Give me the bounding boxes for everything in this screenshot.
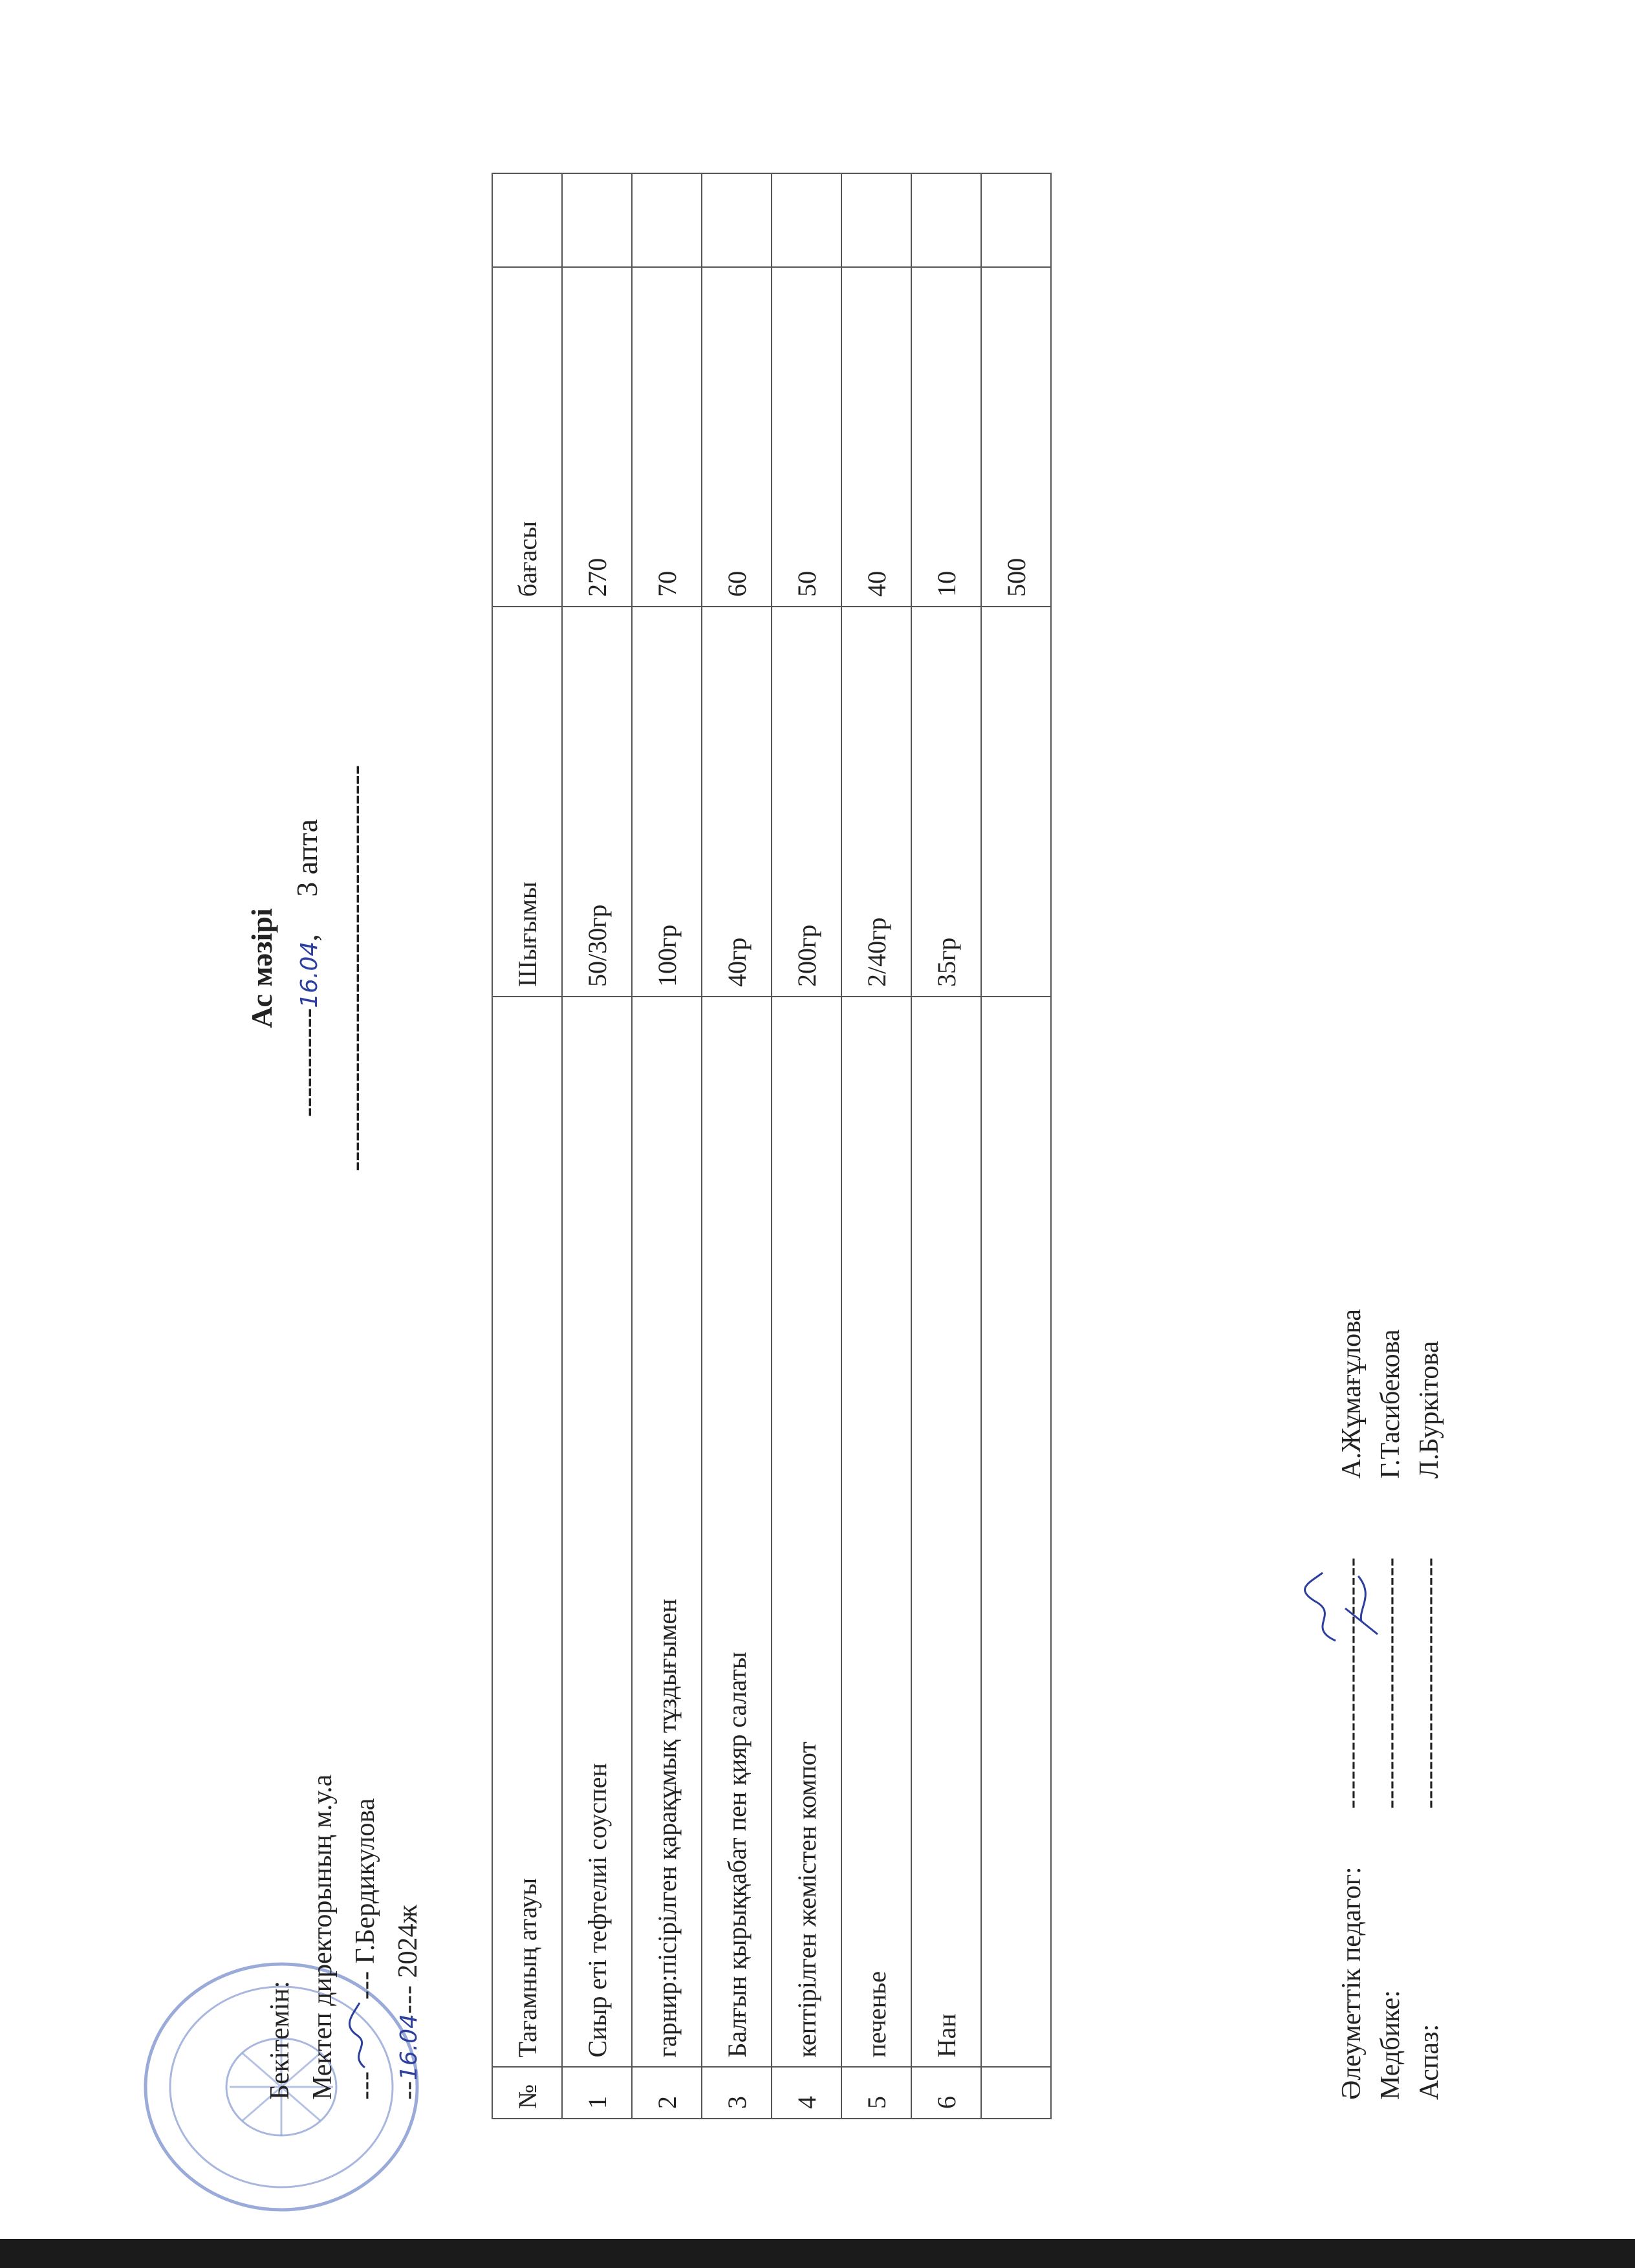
row-dish-name: печенье xyxy=(841,997,911,2067)
row-empty xyxy=(562,173,632,267)
table-row xyxy=(772,173,841,2119)
approval-heading: Бекітемін: xyxy=(265,1980,295,2100)
title-underline: ----------------------------------------- xyxy=(338,764,371,1172)
total-empty xyxy=(981,173,1051,267)
table-row xyxy=(702,173,772,2119)
row-price: 270 xyxy=(562,267,632,607)
header-dish-name: Тағамның атауы xyxy=(492,997,562,2067)
signature-row xyxy=(1332,1309,1371,2100)
signature-role: Әлеуметтік педагог: xyxy=(1337,1866,1367,2100)
approval-block xyxy=(259,1775,431,2100)
row-number: 6 xyxy=(911,2067,981,2119)
table-row xyxy=(841,173,911,2119)
signature-name: А.Жұмағұлова xyxy=(1337,1309,1367,1479)
scan-edge-bar xyxy=(0,2239,1635,2268)
signature-line: -------------------------- xyxy=(1332,1485,1371,1809)
page-title: Ас мәзірі xyxy=(245,908,278,1028)
row-empty xyxy=(841,173,911,267)
row-price: 40 xyxy=(841,267,911,607)
menu-date: 16.04 xyxy=(296,941,323,1008)
table-row xyxy=(562,173,632,2119)
signature-line: -------------------------- xyxy=(1414,1557,1444,1809)
row-output: 200гр xyxy=(772,607,841,997)
total-price: 500 xyxy=(981,267,1051,607)
menu-week: 3 апта xyxy=(290,819,323,897)
row-number: 2 xyxy=(632,2067,702,2119)
row-empty xyxy=(911,173,981,267)
header-output: Шығымы xyxy=(492,607,562,997)
row-dish-name: Сиыр еті тефтелиі соуспен xyxy=(562,997,632,2067)
row-price: 50 xyxy=(772,267,841,607)
row-output: 50/30гр xyxy=(562,607,632,997)
row-dish-name: кептірілген жемістен компот xyxy=(772,997,841,2067)
table-row xyxy=(632,173,702,2119)
row-price: 10 xyxy=(911,267,981,607)
menu-table xyxy=(492,173,1052,2119)
signature-row xyxy=(1410,1309,1449,2100)
approval-signature-line: ------ Г.Бердикулова xyxy=(344,1775,387,2100)
signature-mark xyxy=(1339,1570,1384,1647)
total-number xyxy=(981,2067,1051,2119)
total-output xyxy=(981,607,1051,997)
approval-year: 2024ж xyxy=(393,1905,423,1978)
signature-role: Аспаз: xyxy=(1414,2024,1444,2100)
signatures-block xyxy=(1332,1309,1449,2100)
row-number: 4 xyxy=(772,2067,841,2119)
row-output: 100гр xyxy=(632,607,702,997)
row-output: 35гр xyxy=(911,607,981,997)
row-number: 3 xyxy=(702,2067,772,2119)
table-total-row xyxy=(981,173,1051,2119)
row-empty xyxy=(772,173,841,267)
header-number: № xyxy=(492,2067,562,2119)
row-empty xyxy=(632,173,702,267)
row-dish-name: Балғын қырыққабат пен қияр салаты xyxy=(702,997,772,2067)
row-output: 40гр xyxy=(702,607,772,997)
signature-role: Медбике: xyxy=(1376,1990,1405,2100)
row-price: 70 xyxy=(632,267,702,607)
row-number: 1 xyxy=(562,2067,632,2119)
row-dish-name: Нан xyxy=(911,997,981,2067)
table-row xyxy=(911,173,981,2119)
signature-line: -------------------------- xyxy=(1371,1485,1410,1809)
header-empty xyxy=(492,173,562,267)
signature-mark xyxy=(345,2000,374,2071)
row-price: 60 xyxy=(702,267,772,607)
signature-name: Л.Буркітова xyxy=(1414,1341,1444,1479)
row-number: 5 xyxy=(841,2067,911,2119)
approval-name: Г.Бердикулова xyxy=(351,1798,380,1964)
title-block xyxy=(239,677,378,1259)
approval-date-line: --16.04--- 2024ж xyxy=(393,1905,423,2100)
approval-date: 16.04 xyxy=(396,2013,422,2081)
row-dish-name: гарнир:пісірілген қарақұмық тұздығымен xyxy=(632,997,702,2067)
date-week-line: -----------16.04, 3 апта xyxy=(290,819,323,1118)
approval-position: Мектеп директорының м.у.а xyxy=(308,1774,338,2100)
row-empty xyxy=(702,173,772,267)
signature-name: Г.Тасибекова xyxy=(1376,1329,1405,1479)
signature-row xyxy=(1371,1309,1410,2100)
row-output: 2/40гр xyxy=(841,607,911,997)
table-header-row xyxy=(492,173,562,2119)
total-dish-name xyxy=(981,997,1051,2067)
header-price: бағасы xyxy=(492,267,562,607)
